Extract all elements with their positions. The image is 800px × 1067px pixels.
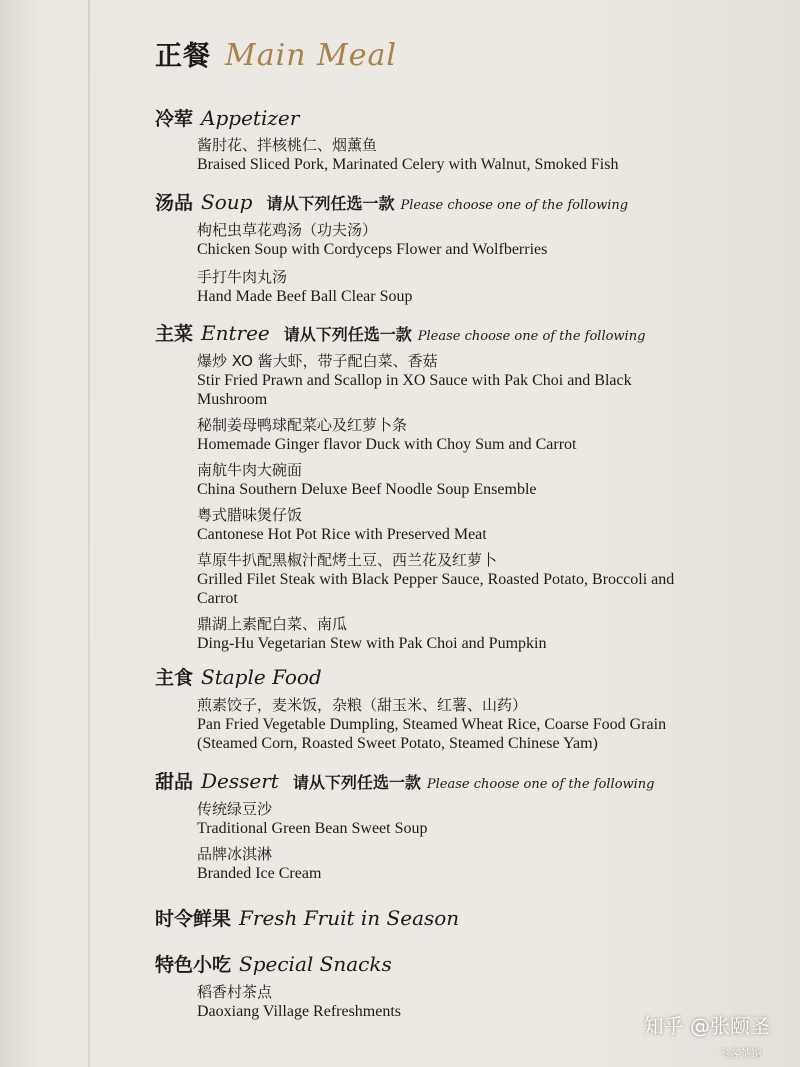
section-title-en: Special Snacks [239,952,392,976]
item-name-cn: 草原牛扒配黑椒汁配烤土豆、西兰花及红萝卜 [197,551,498,569]
section-title-en: Entree [201,321,270,345]
watermark: 知乎 @张颐圣 [643,1014,770,1038]
item-name-en: Hand Made Beef Ball Clear Soup [197,288,413,305]
choose-instruction-en: Please choose one of the following [426,777,655,792]
choose-instruction-cn: 请从下列任选一款 [292,773,421,792]
item-name-cn: 手打牛肉丸汤 [197,268,288,286]
item-name-cn: 粤式腊味煲仔饭 [197,506,303,524]
section-staple [155,663,697,753]
section-appetizer [155,104,697,174]
item-name-en: Homemade Ginger flavor Duck with Choy Sum and Carrot [197,436,577,453]
menu-item [197,351,697,409]
menu-item [197,135,697,174]
item-name-cn: 南航牛肉大碗面 [197,461,303,479]
choose-instruction-cn: 请从下列任选一款 [283,325,412,344]
item-name-cn: 酱肘花、拌核桃仁、烟薰鱼 [197,136,378,154]
section-title-cn: 时令鲜果 [155,908,232,930]
item-name-cn: 爆炒 XO 酱大虾，带子配白菜、香菇 [197,352,438,370]
item-name-en: Chicken Soup with Cordyceps Flower and Wolfberries [197,241,548,258]
menu-item [197,550,697,608]
section-title-en: Fresh Fruit in Season [239,906,460,930]
item-name-cn: 枸杞虫草花鸡汤（功夫汤） [197,221,378,239]
watermark-sub: 飞客茶馆 [718,1047,762,1060]
item-name-en: Pan Fried Vegetable Dumpling, Steamed Wheat Rice, Coarse Food Grain (Steamed Corn, Roasted Sweet Potato, Steamed Chinese Yam) [197,716,667,752]
menu-title [155,34,397,73]
section-title-cn: 主菜 [155,323,194,345]
section-title-cn: 特色小吃 [155,954,232,976]
section-dessert [155,767,697,883]
item-name-cn: 煎素饺子，麦米饭，杂粮（甜玉米、红薯、山药） [197,696,528,714]
menu-item [197,460,697,499]
item-name-cn: 传统绿豆沙 [197,800,273,818]
menu-item [197,220,697,259]
choose-instruction-en: Please choose one of the following [400,198,629,213]
menu-item [197,982,697,1021]
section-title-cn: 甜品 [155,771,194,793]
section-snacks [155,950,697,1021]
menu-title-cn: 正餐 [155,41,211,72]
menu-item [197,415,697,454]
menu-item [197,844,697,883]
item-name-en: Ding-Hu Vegetarian Stew with Pak Choi and Pumpkin [197,635,547,652]
menu-item [197,505,697,544]
section-title-en: Soup [201,190,253,214]
section-title-en: Staple Food [201,665,322,689]
item-name-cn: 秘制姜母鸭球配菜心及红萝卜条 [197,416,408,434]
item-name-cn: 品牌冰淇淋 [197,845,273,863]
section-title-en: Appetizer [201,106,300,130]
menu-title-en: Main Meal [225,38,398,73]
item-name-en: Branded Ice Cream [197,865,322,882]
choose-instruction-en: Please choose one of the following [417,329,646,344]
item-name-en: Grilled Filet Steak with Black Pepper Sauce, Roasted Potato, Broccoli and Carrot [197,571,675,607]
choose-instruction-cn: 请从下列任选一款 [266,194,395,213]
menu-item [197,799,697,838]
item-name-en: Daoxiang Village Refreshments [197,1003,402,1020]
section-title-cn: 主食 [155,667,194,689]
page-fold [88,0,90,1067]
item-name-en: Stir Fried Prawn and Scallop in XO Sauce with Pak Choi and Black Mushroom [197,372,632,408]
item-name-cn: 稻香村茶点 [197,983,273,1001]
item-name-en: Braised Sliced Pork, Marinated Celery with Walnut, Smoked Fish [197,156,619,173]
item-name-cn: 鼎湖上素配白菜、南瓜 [197,615,348,633]
menu-item [197,695,697,753]
section-title-en: Dessert [201,769,279,793]
section-entree [155,319,697,653]
section-soup [155,188,697,306]
section-title-cn: 汤品 [155,192,194,214]
item-name-en: Traditional Green Bean Sweet Soup [197,820,428,837]
section-fruit [155,904,459,931]
item-name-en: Cantonese Hot Pot Rice with Preserved Meat [197,526,487,543]
item-name-en: China Southern Deluxe Beef Noodle Soup Ensemble [197,481,537,498]
menu-item [197,267,697,306]
menu-item [197,614,697,653]
section-title-cn: 冷荤 [155,108,194,130]
